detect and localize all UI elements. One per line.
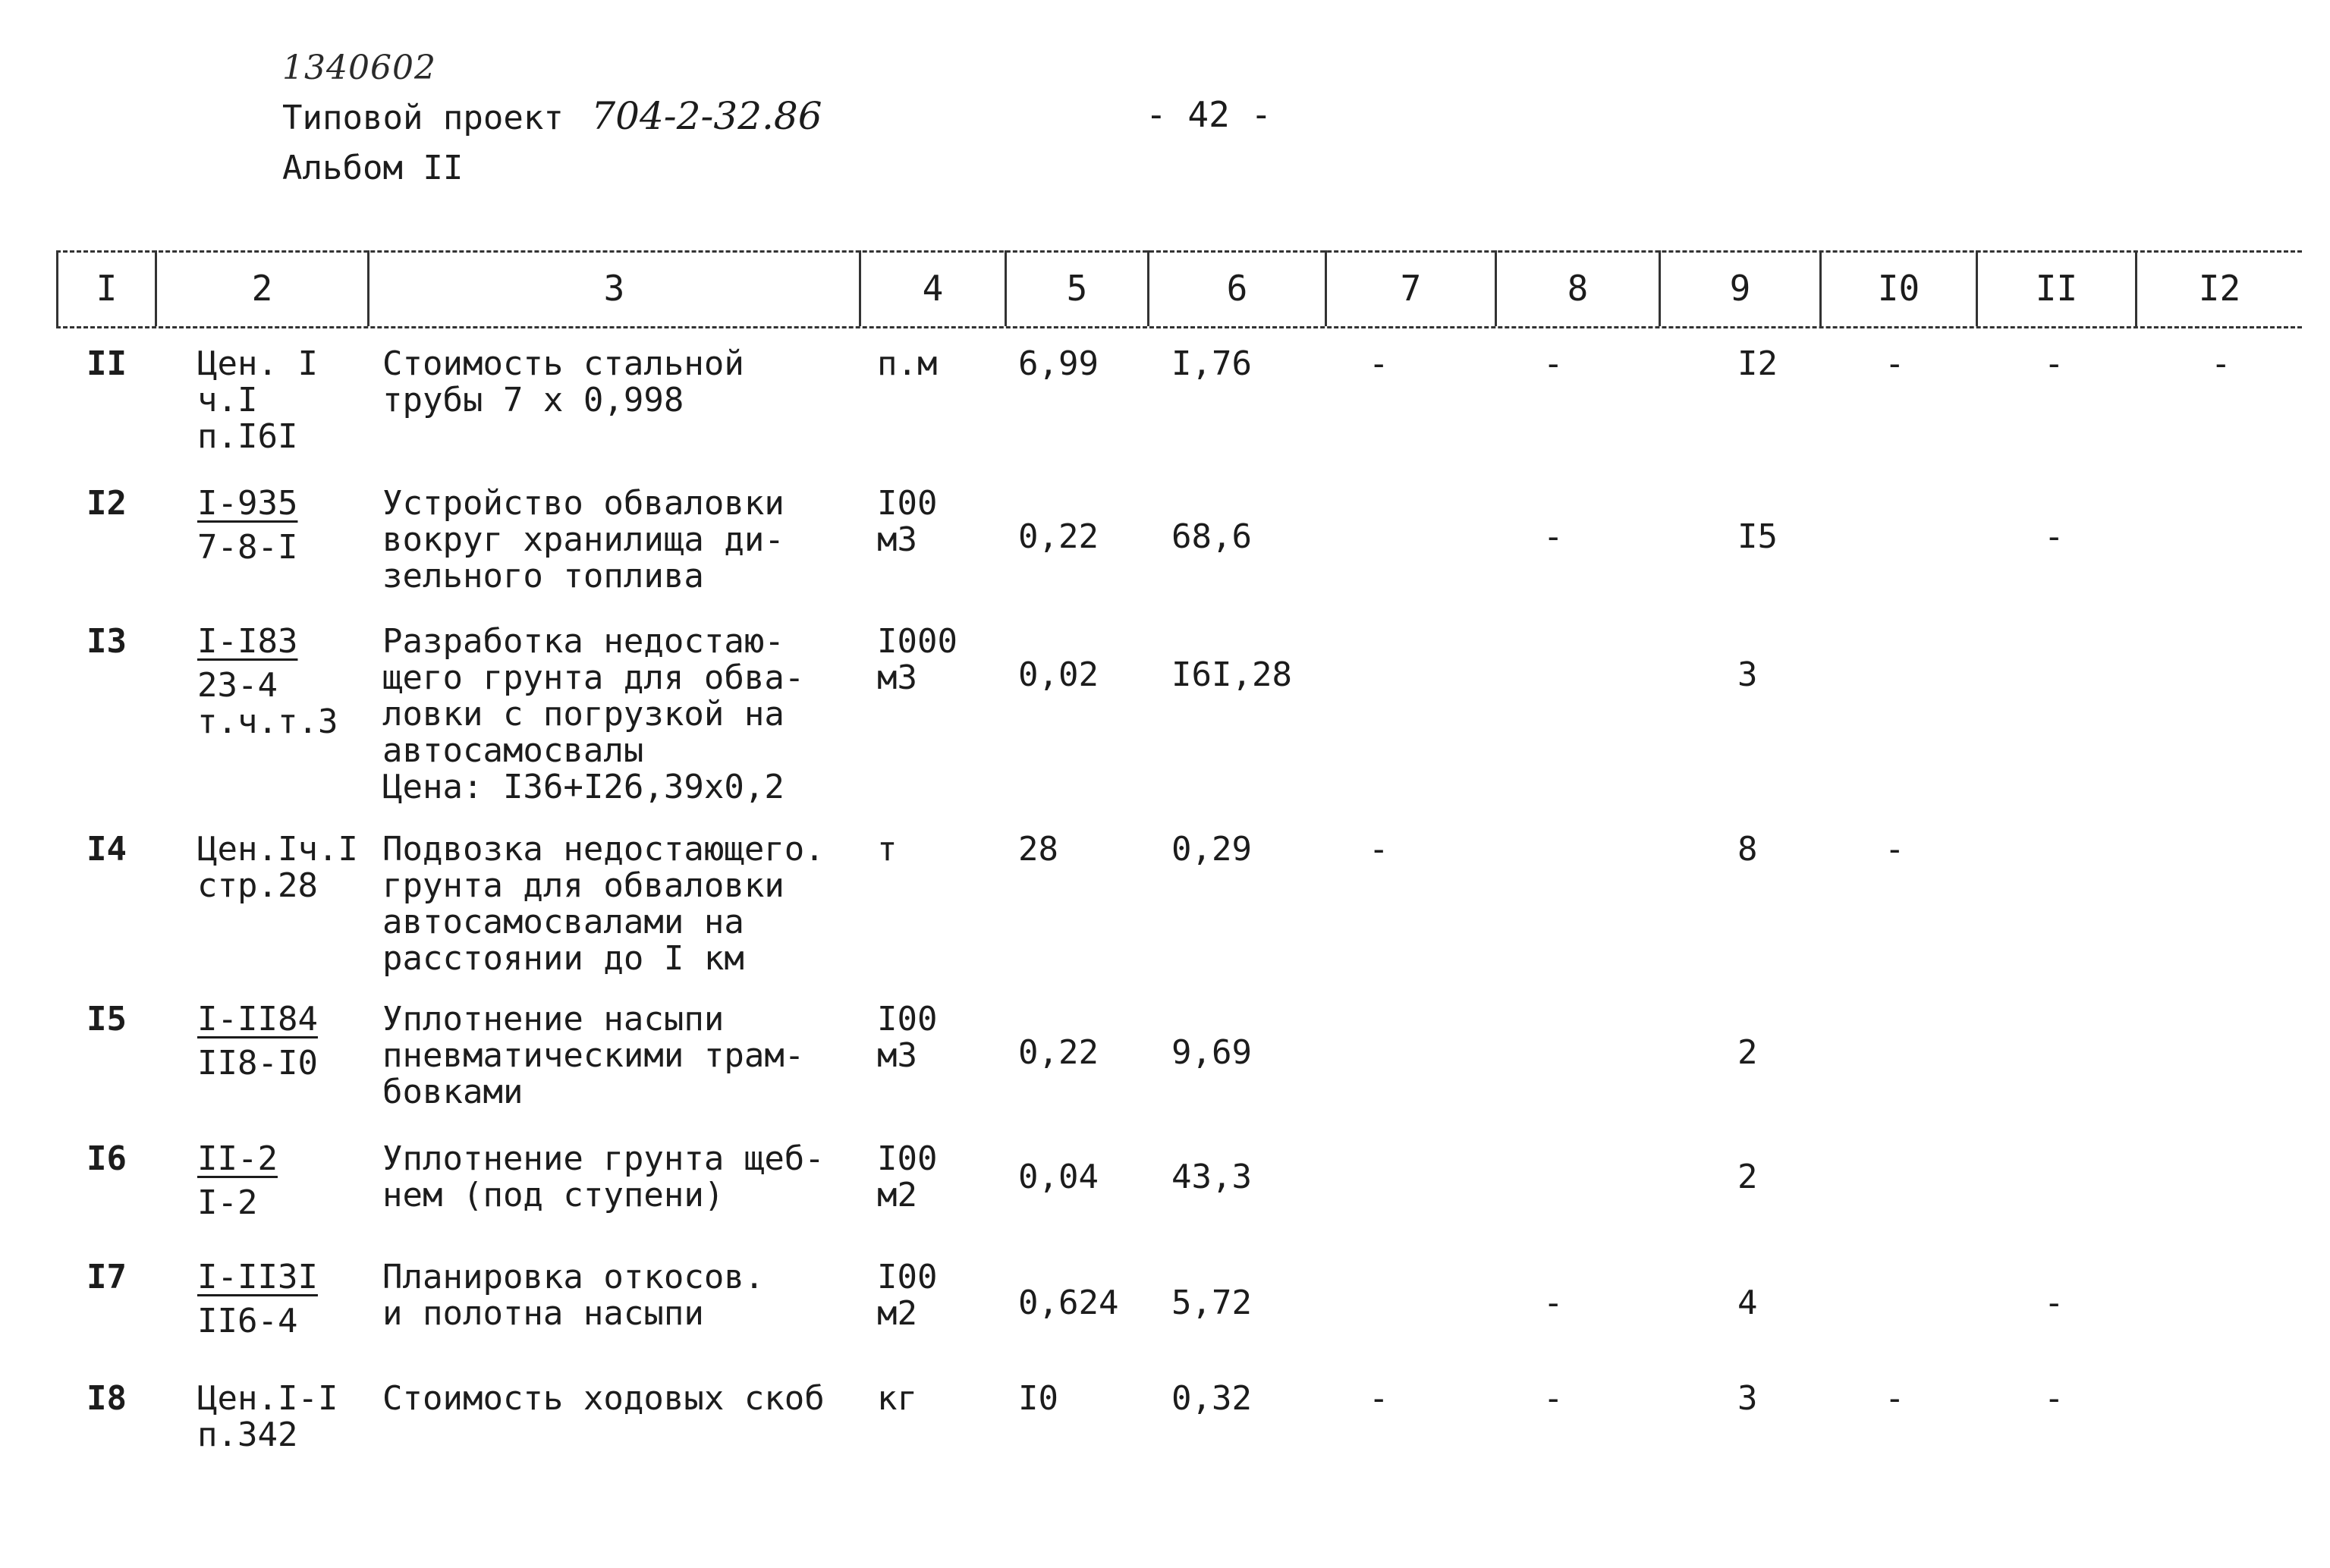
reference-top: I-II84 <box>197 1000 318 1039</box>
reference-top: Цен.I-I <box>197 1379 338 1418</box>
row-number: I4 <box>86 830 127 869</box>
col12-value: - <box>2211 344 2231 383</box>
col5-value: 28 <box>1018 830 1058 869</box>
unit-of-measure: I00 м3 <box>877 484 938 559</box>
col7-value: - <box>1369 344 1389 383</box>
reference-bottom: 23-4 т.ч.т.3 <box>197 666 338 741</box>
work-description: Подвозка недостающего. грунта для обваловки автосамосвалами на расстоянии до I км <box>382 830 825 978</box>
col5-value: 0,22 <box>1018 1033 1099 1072</box>
column-header-2: 2 <box>155 250 367 326</box>
row-number: I8 <box>86 1379 127 1418</box>
project-code: 704-2-32.86 <box>591 94 822 138</box>
col5-value: I0 <box>1018 1379 1058 1418</box>
col8-value: - <box>1543 1284 1564 1322</box>
col9-value: I5 <box>1737 517 1778 556</box>
estimate-table <box>56 250 2302 1487</box>
reference-top: I-I83 <box>197 622 298 661</box>
col5-value: 0,02 <box>1018 655 1099 694</box>
row-number: I3 <box>86 622 127 661</box>
col5-value: 6,99 <box>1018 344 1099 383</box>
reference-bottom: стр.28 <box>197 866 318 905</box>
col11-value: - <box>2044 1379 2064 1418</box>
col9-value: I2 <box>1737 344 1778 383</box>
row-number: II <box>86 344 127 383</box>
column-header-1: I <box>56 250 155 326</box>
column-header-4: 4 <box>859 250 1005 326</box>
album-label: Альбом II <box>282 149 464 187</box>
column-header-10: I0 <box>1819 250 1976 326</box>
reference-bottom: ч.I п.I6I <box>197 381 298 456</box>
col9-value: 2 <box>1737 1158 1758 1196</box>
reference-bottom: II8-I0 <box>197 1044 318 1083</box>
col6-value: 0,32 <box>1171 1379 1252 1418</box>
col6-value: 68,6 <box>1171 517 1252 556</box>
col6-value: 9,69 <box>1171 1033 1252 1072</box>
reference-bottom: п.342 <box>197 1416 298 1454</box>
unit-of-measure: кг <box>877 1379 917 1418</box>
archive-stamp: 1340602 <box>282 49 436 87</box>
col6-value: I6I,28 <box>1171 655 1292 694</box>
work-description: Устройство обваловки вокруг хранилища ди- зельного топлива <box>382 484 785 595</box>
unit-of-measure: т <box>877 830 898 869</box>
reference-bottom: II6-4 <box>197 1302 298 1340</box>
col10-value: - <box>1885 1379 1905 1418</box>
unit-of-measure: п.м <box>877 344 938 383</box>
project-title-line <box>282 94 822 138</box>
col9-value: 8 <box>1737 830 1758 869</box>
work-description: Уплотнение насыпи пневматическими трам- бовками <box>382 1000 805 1111</box>
col6-value: 43,3 <box>1171 1158 1252 1196</box>
reference-top: I-935 <box>197 484 298 523</box>
work-description: Уплотнение грунта щеб- нем (под ступени) <box>382 1139 825 1214</box>
row-number: I5 <box>86 1000 127 1039</box>
column-header-7: 7 <box>1325 250 1495 326</box>
row-number: I7 <box>86 1258 127 1296</box>
col5-value: 0,22 <box>1018 517 1099 556</box>
unit-of-measure: I00 м3 <box>877 1000 938 1075</box>
col11-value: - <box>2044 1284 2064 1322</box>
col10-value: - <box>1885 344 1905 383</box>
col9-value: 4 <box>1737 1284 1758 1322</box>
column-header-9: 9 <box>1659 250 1819 326</box>
col9-value: 3 <box>1737 655 1758 694</box>
reference-top: II-2 <box>197 1139 278 1178</box>
work-description: Разработка недостаю- щего грунта для обва- ловки с погрузкой на автосамосвалы Цена: I36+I26,39х0,2 <box>382 622 805 806</box>
reference-bottom: 7-8-I <box>197 528 298 567</box>
work-description: Стоимость стальной трубы 7 х 0,998 <box>382 344 744 419</box>
reference-top: Цен. I <box>197 344 318 383</box>
col6-value: I,76 <box>1171 344 1252 383</box>
reference-top: I-II3I <box>197 1258 318 1296</box>
col9-value: 2 <box>1737 1033 1758 1072</box>
col8-value: - <box>1543 344 1564 383</box>
column-header-12: I2 <box>2135 250 2302 326</box>
col6-value: 5,72 <box>1171 1284 1252 1322</box>
col5-value: 0,04 <box>1018 1158 1099 1196</box>
column-header-5: 5 <box>1005 250 1147 326</box>
project-label: Типовой проект <box>282 99 564 137</box>
col10-value: - <box>1885 830 1905 869</box>
col6-value: 0,29 <box>1171 830 1252 869</box>
header-bottom-rule <box>56 326 2302 328</box>
column-header-8: 8 <box>1495 250 1659 326</box>
col11-value: - <box>2044 517 2064 556</box>
col8-value: - <box>1543 517 1564 556</box>
col8-value: - <box>1543 1379 1564 1418</box>
col9-value: 3 <box>1737 1379 1758 1418</box>
reference-top: Цен.Iч.I <box>197 830 358 869</box>
column-header-3: 3 <box>367 250 859 326</box>
col7-value: - <box>1369 1379 1389 1418</box>
page-number: - 42 - <box>1146 94 1272 135</box>
unit-of-measure: I00 м2 <box>877 1139 938 1214</box>
column-header-11: II <box>1976 250 2135 326</box>
row-number: I2 <box>86 484 127 523</box>
unit-of-measure: I000 м3 <box>877 622 957 697</box>
col7-value: - <box>1369 830 1389 869</box>
work-description: Планировка откосов. и полотна насыпи <box>382 1258 765 1333</box>
column-header-6: 6 <box>1147 250 1325 326</box>
reference-bottom: I-2 <box>197 1183 258 1222</box>
row-number: I6 <box>86 1139 127 1178</box>
col11-value: - <box>2044 344 2064 383</box>
unit-of-measure: I00 м2 <box>877 1258 938 1333</box>
work-description: Стоимость ходовых скоб <box>382 1379 825 1418</box>
col5-value: 0,624 <box>1018 1284 1119 1322</box>
